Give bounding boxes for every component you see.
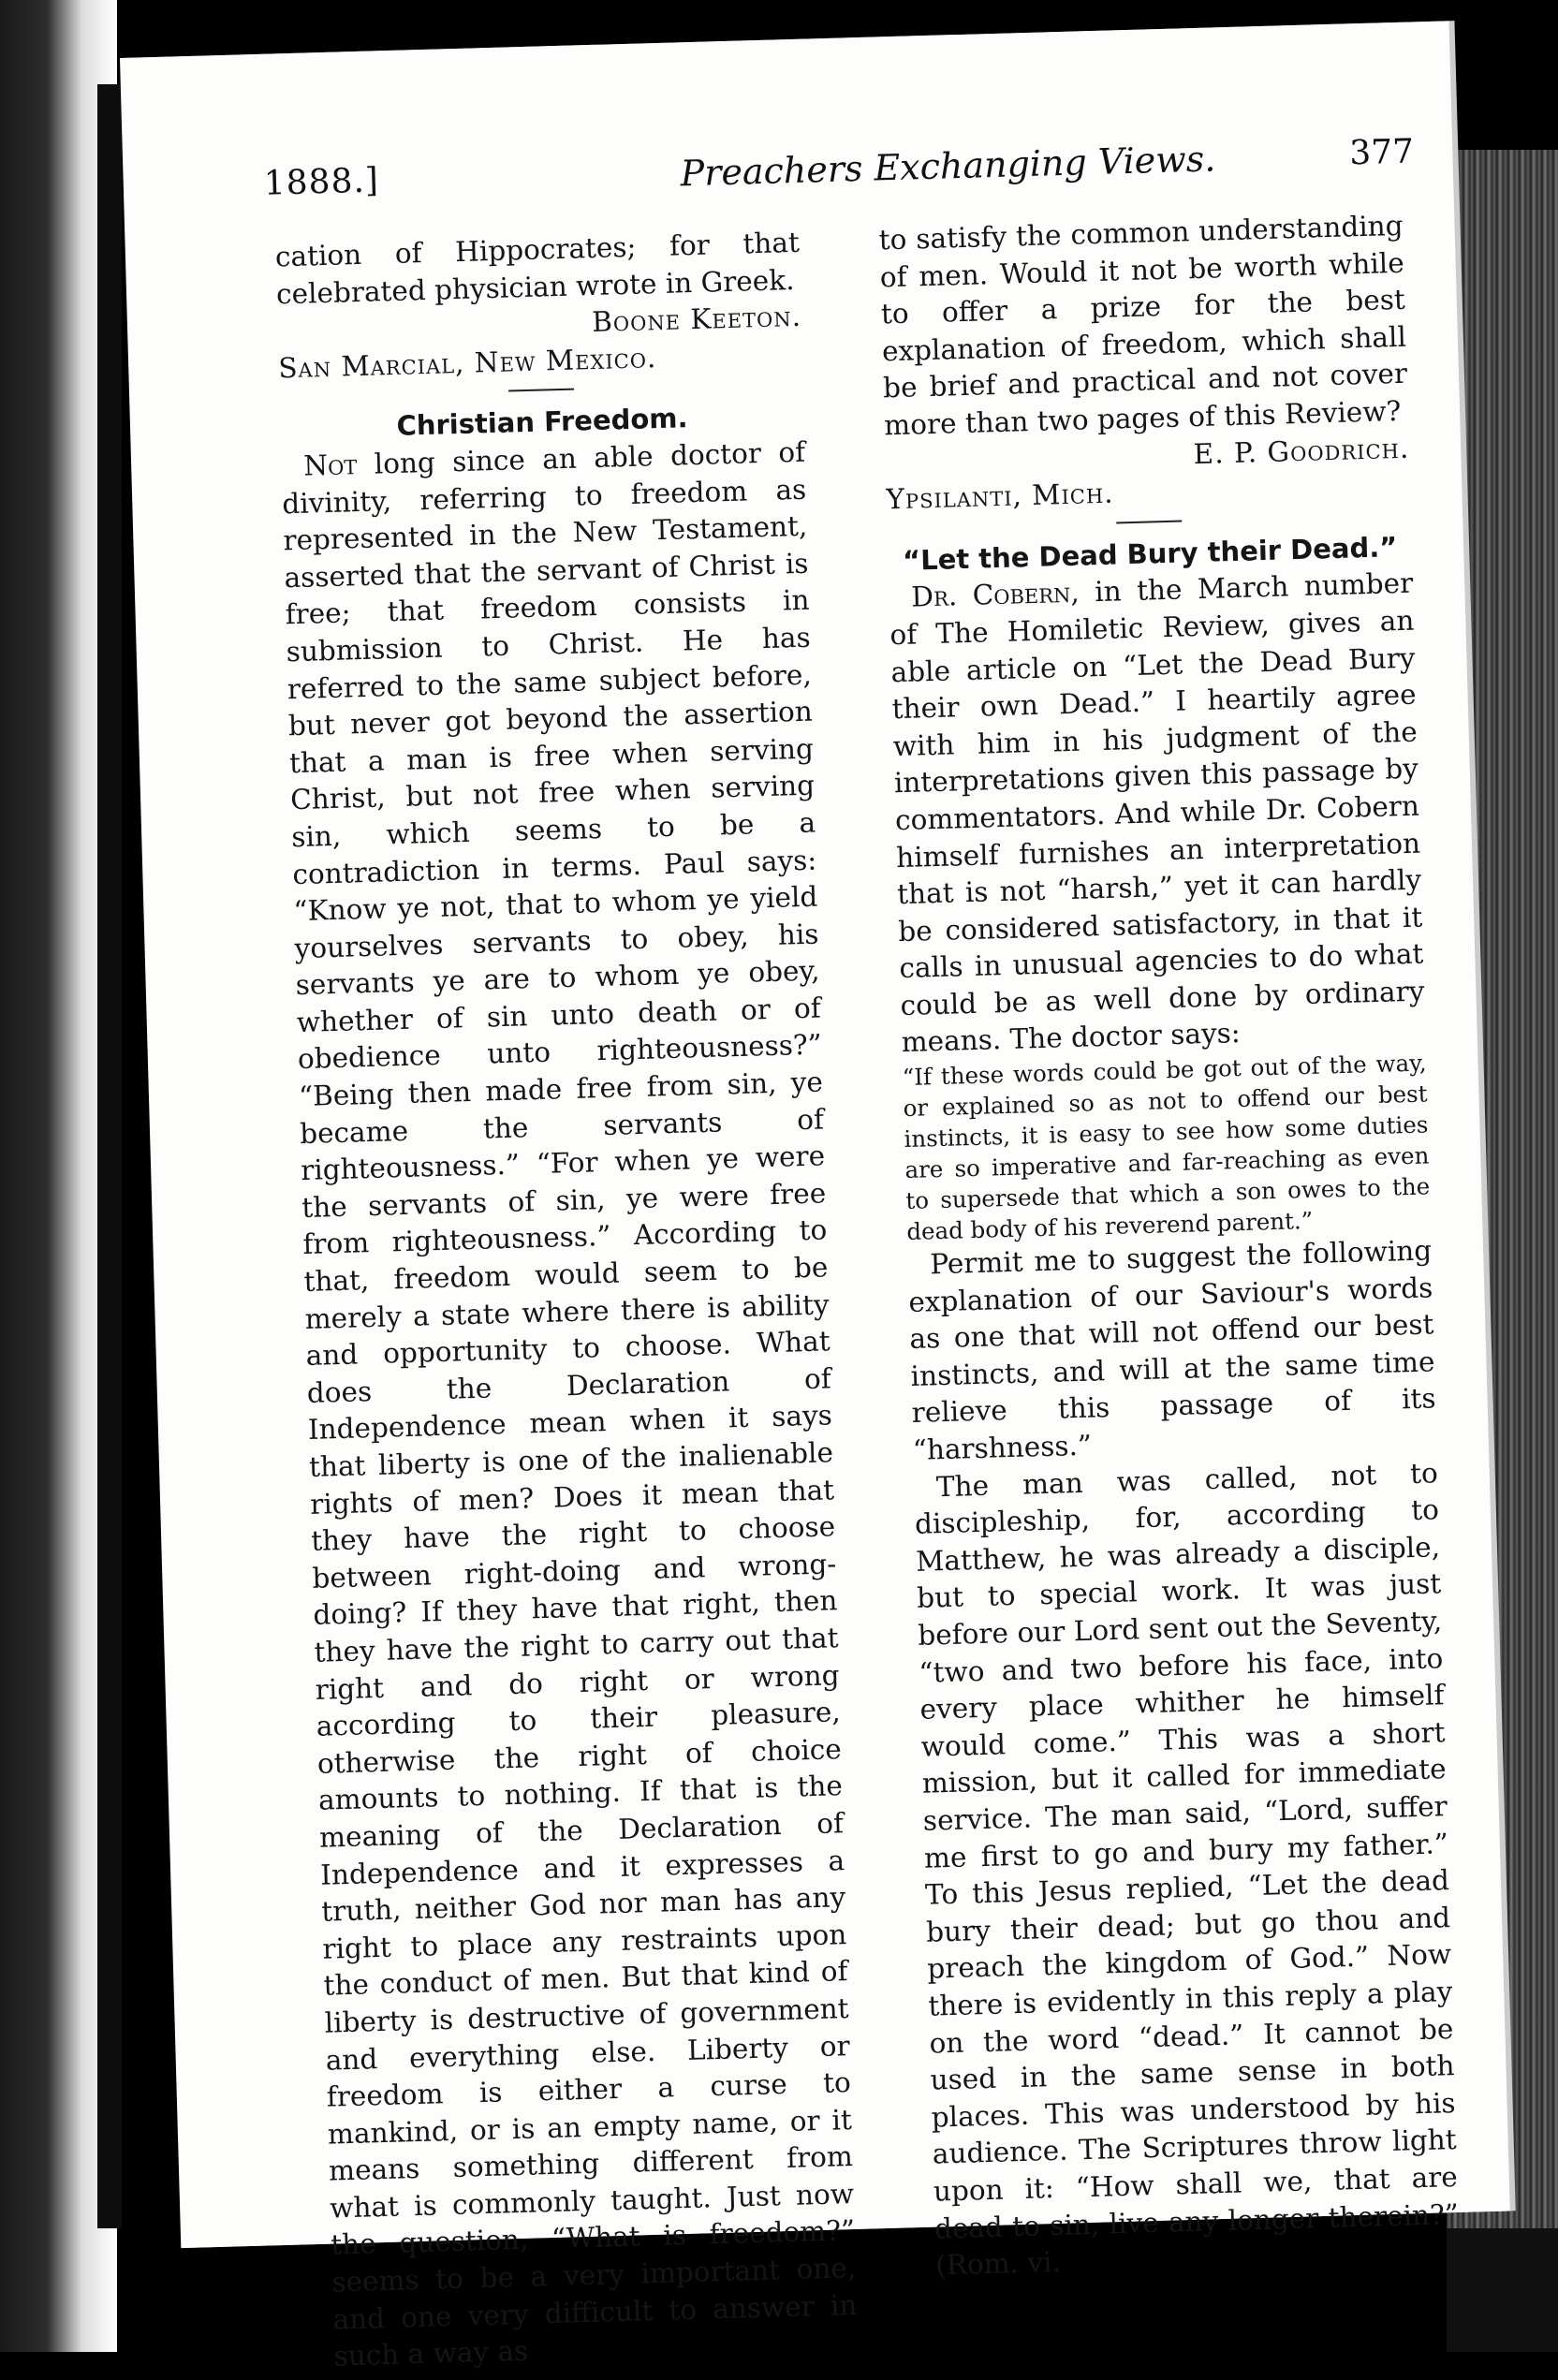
binding-gutter <box>97 84 122 2228</box>
section-divider <box>508 389 574 392</box>
opening-text: cation of Hippocrates; for that celebrated physician wrote in Greek. <box>274 226 801 311</box>
section-divider-2 <box>1116 520 1182 523</box>
running-title: Preachers Exchanging Views. <box>680 138 1216 195</box>
paragraph-1-text: in the March number of The Homiletic Review, gives an able article on “Let the Dead Bury their own Dead.” I heartily agree with him in his judgment of the interpretations given this passage by commentators. And while Dr. Cobern himself furnishes an interpretation that is not “harsh,” yet it can hardly be considered satisfactory, in that it calls in unusual agencies to do what could be as well done by ordinary means. The doctor says: <box>889 567 1425 1059</box>
article-heading-2: “Let the Dead Bury their Dead.” <box>902 530 1398 577</box>
right-column <box>878 208 1460 2285</box>
signature-name: Boone Keeton. <box>591 300 802 339</box>
page-number: 377 <box>1348 132 1415 173</box>
article-lead: Not <box>302 448 358 482</box>
article-text: long since an able doctor of divinity, referring to freedom as represented in the New Testament, asserted that the servant of Christ is free; that freedom consists in submission to Christ. He has referred to the same subject before, but never got beyond the assertion that a man is free when serving Christ, but not free when serving sin, which seems to be a contradiction in terms. Paul says: “Know ye not, that to whom ye yield yourselves servants to obey, his servants ye are to whom ye obey, whether of sin unto death or of obedience unto righteousness?” “Being then made free from sin, ye became the servants of righteousness.” “For when ye were the servants of sin, ye were free from righteousness.” According to that, freedom would seem to be merely a state where there is ability and opportunity to choose. What does the Declaration of Independence mean when it says that liberty is one of the inalienable rights of men? Does it mean that they have the right to choose between right-doing and wrong-doing? If they have that right, then they have the right to carry out that right and do right or wrong according to their pleasure, otherwise the right of choice amounts to nothing. If that is the meaning of the Declaration of Independence and it expresses a truth, neither God nor man has any right to place any restraints upon the conduct of men. But that kind of liberty is destructive of government and everything else. Liberty or freedom is either a curse to mankind, or is an empty name, or it means something different from what is commonly taught. Just now the question, “What is freedom?” seems to be a very important one, and one very difficult to answer in such a way as <box>281 435 858 2373</box>
paragraph-1 <box>889 566 1426 1062</box>
signature-place-2: Ypsilanti, Mich. <box>886 477 1114 516</box>
paragraph-3: The man was called, not to discipleship, for, according to Matthew, he was already a disciple, but to special work. It was just before our Lord sent out the Seventy, “two and two before his face, into every place whither he himself would come.” This was a short mission, but it called for immediate service. The man said, “Lord, suffer me first to go and bury my father.” To this Jesus replied, “Let the dead bury their dead; but go thou and preach the kingdom of God.” Now there is evidently in this reply a play on the word “dead.” It cannot be used in the same sense in both places. This was understood by his audience. The Scriptures throw light upon it: “How shall we, that are dead to sin, live any longer therein?” (Rom. vi. <box>914 1456 1460 2282</box>
continued-text: to satisfy the common understanding of men. Would it not be worth while to offer a prize for the best explanation of freedom, which shall be brief and practical and not cover more than two pages of this Review? <box>878 209 1408 442</box>
left-column <box>274 225 859 2376</box>
header-year: 1888.] <box>263 161 380 203</box>
article-lead-2: Dr. Cobern, <box>910 576 1080 613</box>
article-heading: Christian Freedom. <box>396 402 688 443</box>
signature-place: San Marcial, New Mexico. <box>277 341 657 385</box>
book-shadow <box>1447 2228 1558 2352</box>
block-quote: “If these words could be got out of the way, or explained so as not to offend our best instincts, it is easy to see how some duties are so imperative and far-reaching as even to supersede that which a son owes to the dead body of his reverend parent.” <box>902 1049 1431 1246</box>
signature-name-2: E. P. Goodrich. <box>1193 432 1410 470</box>
book-page <box>120 21 1510 2373</box>
paragraph-2: Permit me to suggest the following explanation of our Saviour's words as one that will not offend our best instincts, and will at the same time relieve this passage of its “harshness.” <box>907 1234 1436 1466</box>
article-body <box>281 434 859 2376</box>
